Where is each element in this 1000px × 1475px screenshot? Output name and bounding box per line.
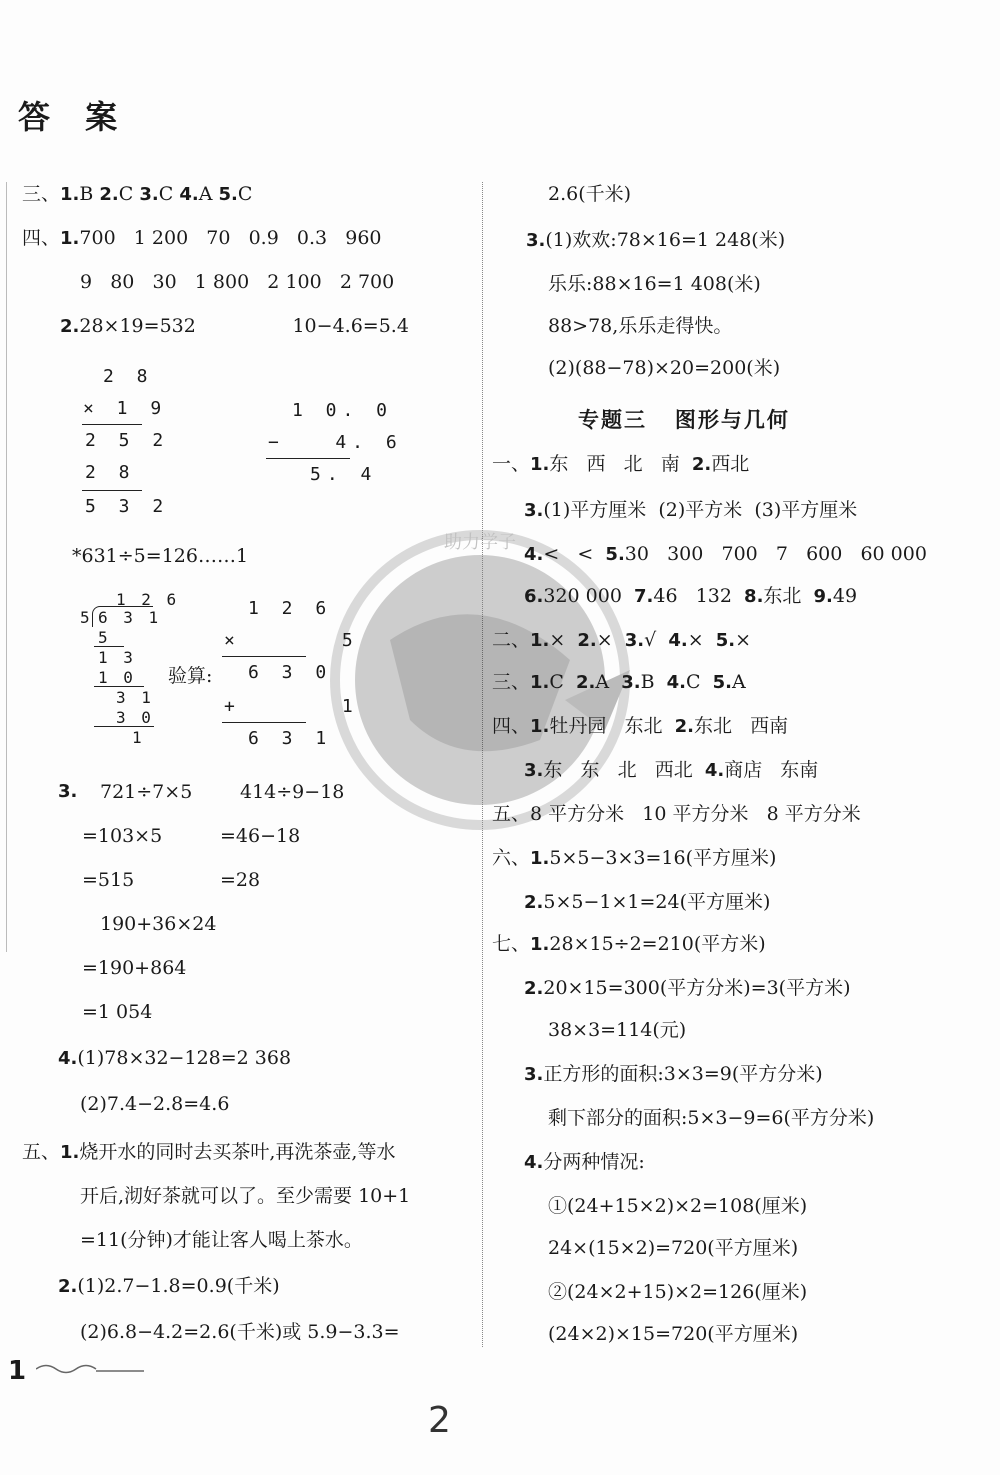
q3-c3: =28 bbox=[220, 869, 261, 891]
q3-d1: 190+36×24 bbox=[100, 913, 217, 935]
handwritten-mark: 2 bbox=[428, 1400, 451, 1441]
mult-rule-2 bbox=[82, 490, 142, 491]
q4-line-2: (2)7.4−2.8=4.6 bbox=[80, 1093, 230, 1115]
watermark-text: 助力学子 bbox=[444, 532, 516, 553]
sub-rule bbox=[266, 458, 350, 459]
verify-row-1: 1 2 6 bbox=[248, 598, 333, 619]
geo-row-1: 一、1.东 西 北 南 2.西北 bbox=[492, 453, 750, 475]
verify-rule-2 bbox=[222, 722, 306, 723]
geo-row-6: 三、1.C 2.A 3.B 4.C 5.A bbox=[492, 671, 746, 693]
q3-d2: =190+864 bbox=[82, 957, 187, 979]
mult-row-5: 5 3 2 bbox=[85, 496, 170, 517]
q3-a3: =515 bbox=[82, 869, 135, 891]
geo-row-15: 3.正方形的面积:3×3=9(平方分米) bbox=[524, 1063, 823, 1085]
verify-row-4: + 1 bbox=[224, 696, 359, 717]
ld-step-2: 1 3 bbox=[98, 648, 136, 667]
right-top-line-5: (2)(88−78)×20=200(米) bbox=[548, 357, 781, 379]
verify-rule-1 bbox=[222, 656, 306, 657]
right-top-line-3: 乐乐:88×16=1 408(米) bbox=[548, 273, 761, 295]
q3-c1: 414÷9−18 bbox=[240, 781, 345, 803]
q3-a1: 721÷7×5 bbox=[100, 781, 193, 803]
verify-row-2: × 5 bbox=[224, 630, 359, 651]
geo-row-11: 2.5×5−1×1=24(平方厘米) bbox=[524, 891, 771, 913]
q4-line-1: 4.(1)78×32−128=2 368 bbox=[58, 1047, 292, 1069]
right-top-line-4: 88>78,乐乐走得快。 bbox=[548, 315, 733, 337]
geo-row-14: 38×3=114(元) bbox=[548, 1019, 687, 1041]
left-row-3: 9 80 30 1 800 2 100 2 700 bbox=[80, 271, 395, 293]
q3-d3: =1 054 bbox=[82, 1001, 153, 1023]
geo-row-3: 4.< < 5.30 300 700 7 600 60 000 bbox=[524, 543, 927, 565]
ld-dividend: 6 3 1 bbox=[98, 608, 162, 627]
sub-row-1: 1 0. 0 bbox=[292, 400, 394, 421]
geo-row-21: (24×2)×15=720(平方厘米) bbox=[548, 1323, 799, 1345]
division-line: *631÷5=126……1 bbox=[72, 545, 249, 567]
ld-quotient: 1 2 6 bbox=[116, 590, 180, 609]
geo-row-4: 6.320 000 7.46 132 8.东北 9.49 bbox=[524, 585, 858, 607]
q5-line-1: 五、1.烧开水的同时去买茶叶,再洗茶壶,等水 bbox=[22, 1141, 396, 1163]
q5-line-5: (2)6.8−4.2=2.6(千米)或 5.9−3.3= bbox=[80, 1321, 400, 1343]
right-top-line-1: 2.6(千米) bbox=[548, 183, 632, 205]
q3-a2: =103×5 bbox=[82, 825, 163, 847]
geo-row-5: 二、1.× 2.× 3.√ 4.× 5.× bbox=[492, 629, 751, 651]
mult-rule-1 bbox=[82, 424, 142, 425]
geo-row-8: 3.东 东 北 西北 4.商店 东南 bbox=[524, 759, 819, 781]
ld-step-5: 3 0 bbox=[116, 708, 154, 727]
page-number: 1 bbox=[8, 1356, 27, 1386]
ld-step-3: 1 0 bbox=[98, 668, 136, 687]
ld-step-1: 5 bbox=[98, 628, 108, 647]
ld-step-6: 1 bbox=[132, 728, 142, 747]
geo-row-10: 六、1.5×5−3×3=16(平方厘米) bbox=[492, 847, 777, 869]
geo-row-20: ②(24×2+15)×2=126(厘米) bbox=[548, 1281, 808, 1303]
ld-rule-1 bbox=[94, 646, 124, 647]
verify-row-3: 6 3 0 bbox=[248, 662, 333, 683]
ld-step-4: 3 1 bbox=[116, 688, 154, 707]
geo-row-12: 七、1.28×15÷2=210(平方米) bbox=[492, 933, 766, 955]
verify-row-5: 6 3 1 bbox=[248, 728, 333, 749]
topic-heading: 专题三 图形与几何 bbox=[578, 407, 790, 432]
q5-line-3: =11(分钟)才能让客人喝上茶水。 bbox=[80, 1229, 363, 1251]
geo-row-18: ①(24+15×2)×2=108(厘米) bbox=[548, 1195, 808, 1217]
ld-rule-2 bbox=[94, 686, 144, 687]
geo-row-2: 3.(1)平方厘米 (2)平方米 (3)平方厘米 bbox=[524, 499, 858, 521]
geo-row-16: 剩下部分的面积:5×3−9=6(平方分米) bbox=[548, 1107, 875, 1129]
ld-rule-3 bbox=[94, 726, 154, 727]
q5-line-4: 2.(1)2.7−1.8=0.9(千米) bbox=[58, 1275, 280, 1297]
geo-row-19: 24×(15×2)=720(平方厘米) bbox=[548, 1237, 799, 1259]
right-top-line-2: 3.(1)欢欢:78×16=1 248(米) bbox=[526, 229, 786, 251]
mult-row-2: × 1 9 bbox=[83, 398, 168, 419]
geo-row-7: 四、1.牡丹园 东北 2.东北 西南 bbox=[492, 715, 789, 737]
left-row-1: 三、1.B 2.C 3.C 4.A 5.C bbox=[22, 183, 253, 205]
geo-row-17: 4.分两种情况: bbox=[524, 1151, 645, 1173]
q5-line-2: 开后,沏好茶就可以了。至少需要 10+1 bbox=[80, 1185, 411, 1207]
mult-row-1: 2 8 bbox=[103, 366, 154, 387]
geo-row-9: 五、8 平方分米 10 平方分米 8 平方分米 bbox=[492, 803, 861, 825]
mult-row-4: 2 8 bbox=[85, 462, 136, 483]
left-row-2: 四、1.700 1 200 70 0.9 0.3 960 bbox=[22, 227, 382, 249]
footer-ornament-icon bbox=[36, 1362, 146, 1376]
q3-label: 3. bbox=[58, 781, 78, 802]
mult-row-3: 2 5 2 bbox=[85, 430, 170, 451]
sub-row-3: 5. 4 bbox=[310, 464, 378, 485]
page-heading: 答 案 bbox=[18, 98, 130, 136]
left-margin-rule bbox=[6, 182, 7, 952]
left-row-4: 2.28×19=532 10−4.6=5.4 bbox=[60, 315, 409, 337]
q3-c2: =46−18 bbox=[220, 825, 301, 847]
geo-row-13: 2.20×15=300(平方分米)=3(平方米) bbox=[524, 977, 851, 999]
ld-divisor: 5 bbox=[80, 608, 90, 627]
sub-row-2: − 4. 6 bbox=[268, 432, 403, 453]
verify-label: 验算: bbox=[168, 665, 213, 687]
